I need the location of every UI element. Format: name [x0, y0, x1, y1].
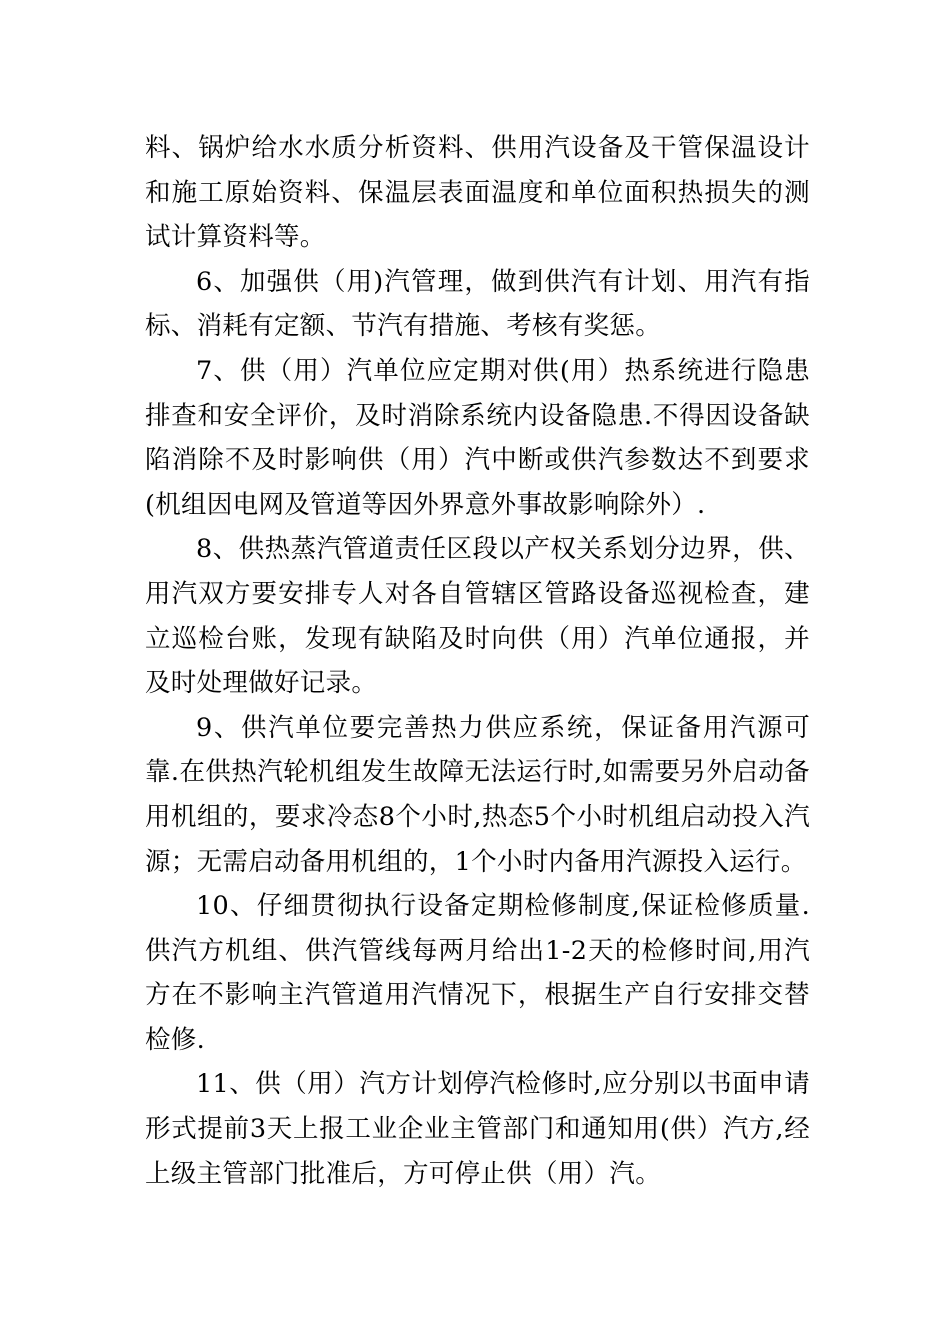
paragraph-item-7: 7、供（用）汽单位应定期对供(用）热系统进行隐患排查和安全评价，及时消除系统内设备隐患.不得因设备缺陷消除不及时影响供（用）汽中断或供汽参数达不到要求(机组因电网及管道等因外界意外事故影响除外）. [145, 355, 810, 520]
paragraph-item-9: 9、供汽单位要完善热力供应系统，保证备用汽源可靠.在供热汽轮机组发生故障无法运行时,如需要另外启动备用机组的，要求冷态8个小时,热态5个小时机组启动投入汽源；无需启动备用机组的，1个小时内备用汽源投入运行。 [145, 712, 810, 877]
paragraph-item-10: 10、仔细贯彻执行设备定期检修制度,保证检修质量.供汽方机组、供汽管线每两月给出1-2天的检修时间,用汽方在不影响主汽管道用汽情况下，根据生产自行安排交替检修. [145, 891, 810, 1055]
paragraph-item-8: 8、供热蒸汽管道责任区段以产权关系划分边界，供、用汽双方要安排专人对各自管辖区管路设备巡视检查，建立巡检台账，发现有缺陷及时向供（用）汽单位通报，并及时处理做好记录。 [145, 534, 810, 699]
paragraph-item-11: 11、供（用）汽方计划停汽检修时,应分别以书面申请形式提前3天上报工业企业主管部门和通知用(供）汽方,经上级主管部门批准后，方可停止供（用）汽。 [145, 1069, 810, 1189]
document-body [145, 126, 810, 1196]
paragraph-item-6: 6、加强供（用)汽管理，做到供汽有计划、用汽有指标、消耗有定额、节汽有措施、考核有奖惩。 [145, 266, 810, 342]
paragraph-continued: 料、锅炉给水水质分析资料、供用汽设备及干管保温设计和施工原始资料、保温层表面温度和单位面积热损失的测试计算资料等。 [145, 133, 810, 253]
